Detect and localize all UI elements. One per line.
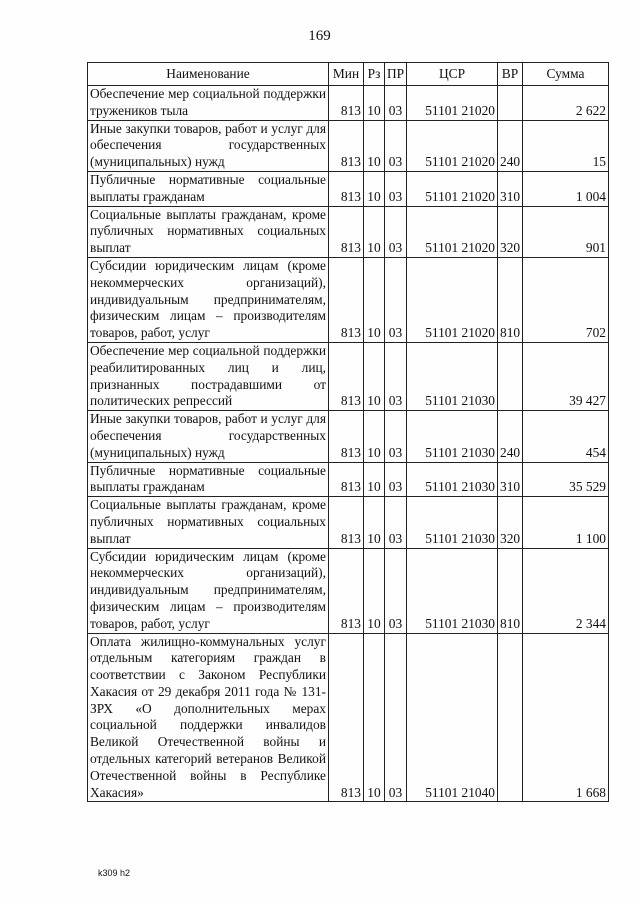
- cell-pr: 03: [385, 257, 407, 342]
- cell-sum: 1 668: [523, 633, 609, 802]
- cell-sum: 2 344: [523, 548, 609, 633]
- cell-vr: 320: [498, 206, 523, 257]
- table-row: [88, 548, 609, 633]
- cell-min: 813: [329, 548, 364, 633]
- cell-sum: 1 004: [523, 171, 609, 206]
- cell-pr: 03: [385, 86, 407, 121]
- cell-rz: 10: [364, 548, 385, 633]
- cell-csr: 51101 21030: [407, 462, 498, 497]
- cell-name: Субсидии юридическим лицам (кроме некоммерческих организаций), индивидуальным предпринимателям, физическим лицам – производителям товаров, работ, услуг: [88, 548, 329, 633]
- cell-pr: 03: [385, 206, 407, 257]
- header-row: [88, 63, 609, 86]
- cell-pr: 03: [385, 548, 407, 633]
- cell-name: Социальные выплаты гражданам, кроме публичных нормативных социальных выплат: [88, 206, 329, 257]
- col-header-min: Мин: [329, 63, 364, 86]
- cell-min: 813: [329, 342, 364, 410]
- cell-name: Оплата жилищно-коммунальных услуг отдельным категориям граждан в соответствии с Законом Республики Хакасия от 29 декабря 2011 года № 131-ЗРХ «О дополнительных мерах социальной поддержки инвалидов Великой Отечественной войны и отдельных категорий ветеранов Великой Отечественной войны в Республике Хакасия»: [88, 633, 329, 802]
- cell-rz: 10: [364, 120, 385, 171]
- cell-pr: 03: [385, 342, 407, 410]
- cell-name: Социальные выплаты гражданам, кроме публичных нормативных социальных выплат: [88, 497, 329, 548]
- cell-min: 813: [329, 497, 364, 548]
- cell-rz: 10: [364, 342, 385, 410]
- table-row: [88, 171, 609, 206]
- cell-rz: 10: [364, 257, 385, 342]
- cell-csr: 51101 21020: [407, 86, 498, 121]
- table-row: [88, 86, 609, 121]
- cell-rz: 10: [364, 171, 385, 206]
- col-header-csr: ЦСР: [407, 63, 498, 86]
- cell-sum: 901: [523, 206, 609, 257]
- col-header-name: Наименование: [88, 63, 329, 86]
- cell-vr: 810: [498, 257, 523, 342]
- cell-csr: 51101 21020: [407, 257, 498, 342]
- cell-pr: 03: [385, 633, 407, 802]
- cell-rz: 10: [364, 497, 385, 548]
- cell-sum: 1 100: [523, 497, 609, 548]
- cell-sum: 454: [523, 411, 609, 462]
- cell-vr: 310: [498, 171, 523, 206]
- cell-name: Субсидии юридическим лицам (кроме некоммерческих организаций), индивидуальным предпринимателям, физическим лицам – производителям товаров, работ, услуг: [88, 257, 329, 342]
- col-header-rz: Рз: [364, 63, 385, 86]
- cell-vr: 240: [498, 411, 523, 462]
- cell-vr: 310: [498, 462, 523, 497]
- cell-rz: 10: [364, 462, 385, 497]
- cell-csr: 51101 21030: [407, 548, 498, 633]
- cell-min: 813: [329, 633, 364, 802]
- footer-code: k309 h2: [98, 868, 131, 878]
- cell-pr: 03: [385, 171, 407, 206]
- cell-name: Иные закупки товаров, работ и услуг для обеспечения государственных (муниципальных) нужд: [88, 120, 329, 171]
- cell-min: 813: [329, 206, 364, 257]
- table-row: [88, 462, 609, 497]
- table-row: [88, 257, 609, 342]
- cell-csr: 51101 21030: [407, 497, 498, 548]
- cell-vr: [498, 342, 523, 410]
- cell-min: 813: [329, 411, 364, 462]
- cell-rz: 10: [364, 86, 385, 121]
- col-header-sum: Сумма: [523, 63, 609, 86]
- page-number: 169: [308, 28, 331, 44]
- cell-pr: 03: [385, 497, 407, 548]
- cell-name: Иные закупки товаров, работ и услуг для обеспечения государственных (муниципальных) нужд: [88, 411, 329, 462]
- cell-sum: 35 529: [523, 462, 609, 497]
- cell-csr: 51101 21020: [407, 206, 498, 257]
- cell-min: 813: [329, 171, 364, 206]
- table-row: [88, 633, 609, 802]
- cell-min: 813: [329, 462, 364, 497]
- table-row: [88, 120, 609, 171]
- cell-min: 813: [329, 120, 364, 171]
- cell-sum: 15: [523, 120, 609, 171]
- cell-rz: 10: [364, 633, 385, 802]
- cell-min: 813: [329, 257, 364, 342]
- cell-csr: 51101 21030: [407, 411, 498, 462]
- cell-min: 813: [329, 86, 364, 121]
- col-header-vr: ВР: [498, 63, 523, 86]
- cell-csr: 51101 21020: [407, 120, 498, 171]
- cell-csr: 51101 21020: [407, 171, 498, 206]
- table-row: [88, 497, 609, 548]
- col-header-pr: ПР: [385, 63, 407, 86]
- cell-pr: 03: [385, 120, 407, 171]
- cell-sum: 2 622: [523, 86, 609, 121]
- cell-pr: 03: [385, 411, 407, 462]
- cell-name: Публичные нормативные социальные выплаты гражданам: [88, 171, 329, 206]
- cell-csr: 51101 21040: [407, 633, 498, 802]
- cell-vr: 810: [498, 548, 523, 633]
- table-row: [88, 206, 609, 257]
- cell-vr: [498, 633, 523, 802]
- cell-sum: 702: [523, 257, 609, 342]
- cell-vr: 320: [498, 497, 523, 548]
- cell-vr: 240: [498, 120, 523, 171]
- cell-rz: 10: [364, 206, 385, 257]
- cell-sum: 39 427: [523, 342, 609, 410]
- cell-name: Обеспечение мер социальной поддержки реабилитированных лиц и лиц, признанных пострадавшими от политических репрессий: [88, 342, 329, 410]
- cell-name: Обеспечение мер социальной поддержки тружеников тыла: [88, 86, 329, 121]
- table-row: [88, 342, 609, 410]
- cell-csr: 51101 21030: [407, 342, 498, 410]
- budget-table: [87, 62, 609, 802]
- table-row: [88, 411, 609, 462]
- cell-name: Публичные нормативные социальные выплаты гражданам: [88, 462, 329, 497]
- cell-rz: 10: [364, 411, 385, 462]
- cell-vr: [498, 86, 523, 121]
- cell-pr: 03: [385, 462, 407, 497]
